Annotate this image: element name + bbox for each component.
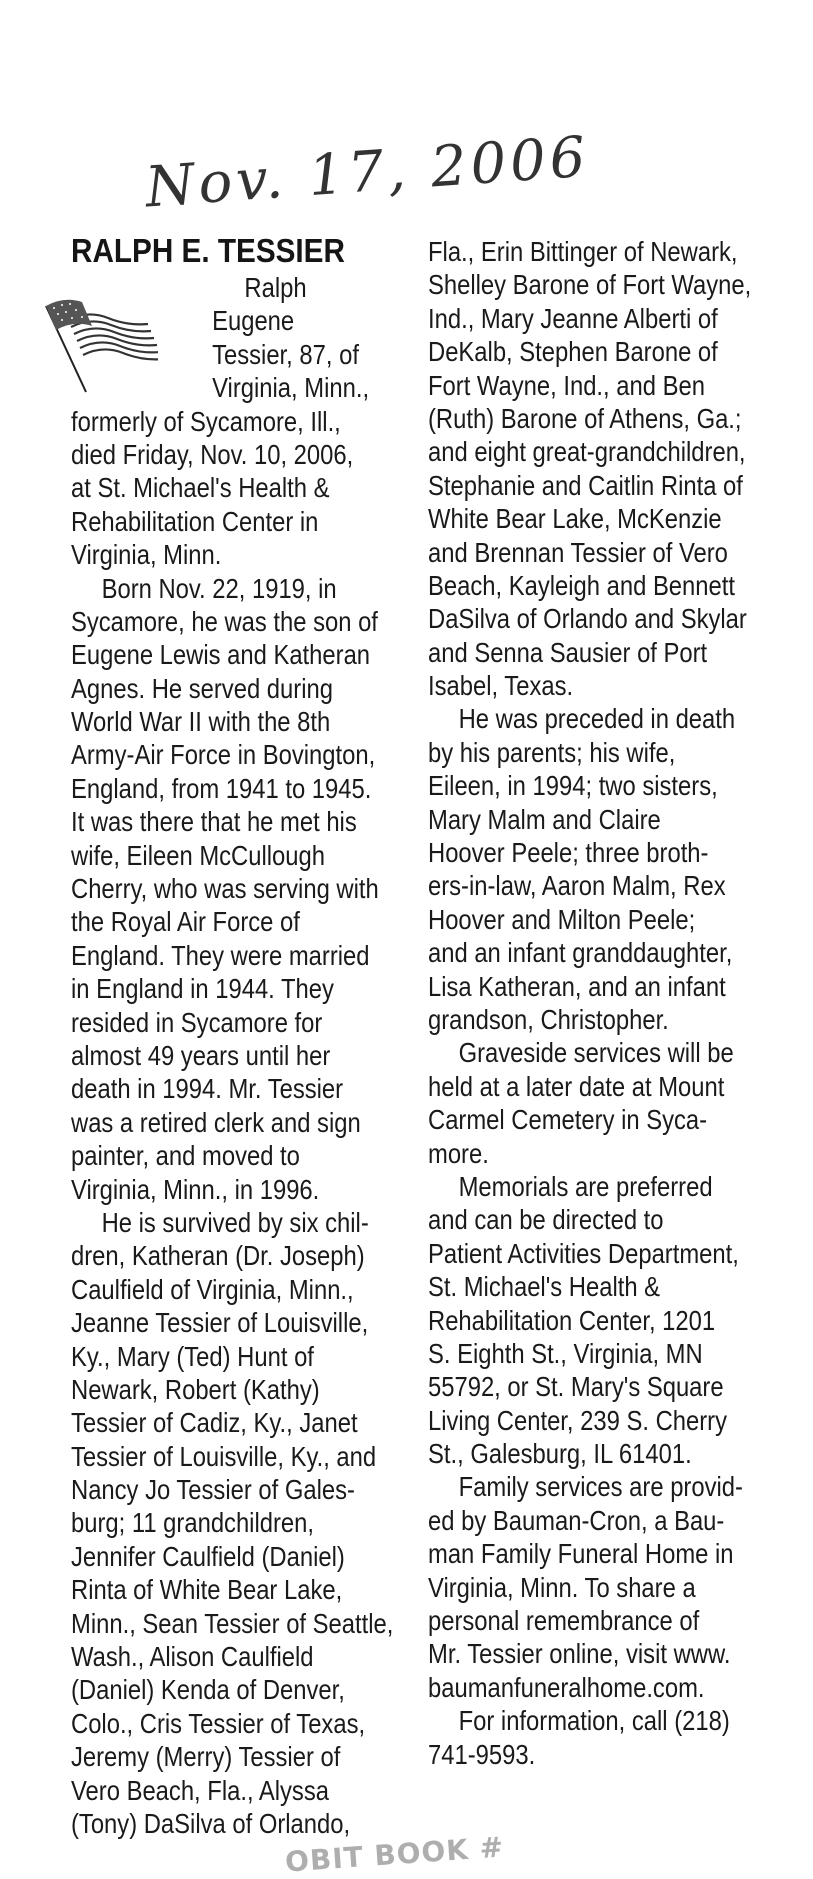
text-line: England, from 1941 to 1945. (71, 772, 372, 804)
paragraph (428, 1470, 808, 1704)
text-line: Rehabilitation Center, 1201 (428, 1304, 716, 1336)
text-line: held at a later date at Mount (428, 1070, 725, 1102)
text-line: Nancy Jo Tessier of Gales- (71, 1474, 355, 1506)
text-line: Jeanne Tessier of Louisville, (71, 1307, 369, 1339)
paragraph (428, 1036, 808, 1170)
text-line: and eight great-grandchildren, (428, 436, 746, 468)
text-line: wife, Eileen McCullough (71, 839, 325, 871)
text-line: DaSilva of Orlando and Skylar (428, 603, 747, 635)
paragraph (428, 235, 808, 702)
paragraph (71, 271, 450, 572)
text-line: White Bear Lake, McKenzie (428, 503, 722, 535)
text-line: Cherry, who was serving with (71, 873, 379, 905)
text-line: baumanfuneralhome.com. (428, 1671, 705, 1703)
text-line: Caulfield of Virginia, Minn., (71, 1273, 354, 1305)
text-line: Tessier of Louisville, Ky., and (71, 1440, 377, 1472)
text-line: resided in Sycamore for (71, 1006, 323, 1038)
text-line: Tessier, 87, of (212, 338, 359, 370)
obit-book-stamp: OBIT BOOK # (284, 1830, 506, 1879)
text-line: For information, call (218) (458, 1705, 730, 1737)
text-line: (Tony) DaSilva of Orlando, (71, 1807, 351, 1839)
text-line: S. Eighth St., Virginia, MN (428, 1337, 703, 1369)
text-line: man Family Funeral Home in (428, 1538, 734, 1570)
text-line: England. They were married (71, 939, 370, 971)
text-line: Family services are provid- (458, 1471, 743, 1503)
text-line: It was there that he met his (71, 806, 357, 838)
text-line: Shelley Barone of Fort Wayne, (428, 269, 752, 301)
text-line: Rinta of White Bear Lake, (71, 1574, 343, 1606)
text-line: Sycamore, he was the son of (71, 605, 378, 637)
text-line: 741-9593. (428, 1738, 536, 1770)
text-line: Minn., Sean Tessier of Seattle, (71, 1607, 394, 1639)
text-line: Virginia, Minn. To share a (428, 1571, 696, 1603)
left-column (71, 271, 450, 1840)
text-line: formerly of Sycamore, Ill., (71, 405, 341, 437)
text-line: at St. Michael's Health & (71, 472, 330, 504)
text-line: (Ruth) Barone of Athens, Ga.; (428, 402, 742, 434)
handwritten-date: Nov. 17, 2006 (143, 124, 592, 221)
text-line: Isabel, Texas. (428, 670, 574, 702)
text-line: Tessier of Cadiz, Ky., Janet (71, 1407, 358, 1439)
text-line: Virginia, Minn. (71, 539, 222, 571)
text-line: Fort Wayne, Ind., and Ben (428, 369, 705, 401)
text-line: Patient Activities Department, (428, 1237, 739, 1269)
text-line: more. (428, 1137, 489, 1169)
text-line: Jennifer Caulfield (Daniel) (71, 1540, 345, 1572)
text-line: the Royal Air Force of (71, 906, 300, 938)
text-line: Hoover and Milton Peele; (428, 903, 696, 935)
text-line: Memorials are preferred (458, 1170, 713, 1202)
text-line: Wash., Alison Caulfield (71, 1641, 314, 1673)
text-line: Mr. Tessier online, visit www. (428, 1638, 731, 1670)
text-line: painter, and moved to (71, 1140, 300, 1172)
text-line: dren, Katheran (Dr. Joseph) (71, 1240, 365, 1272)
text-line: personal remembrance of (428, 1605, 700, 1637)
text-line: died Friday, Nov. 10, 2006, (71, 438, 354, 470)
right-column (428, 235, 808, 1771)
text-line: Stephanie and Caitlin Rinta of (428, 469, 743, 501)
text-line: Ralph (244, 272, 307, 303)
text-line: (Daniel) Kenda of Denver, (71, 1674, 345, 1706)
paragraph (428, 1704, 808, 1771)
text-line: and Brennan Tessier of Vero (428, 536, 728, 568)
text-line: 55792, or St. Mary's Square (428, 1371, 724, 1403)
text-line: in England in 1944. They (71, 973, 334, 1005)
text-line: Agnes. He served during (71, 672, 333, 704)
text-line: grandson, Christopher. (428, 1003, 669, 1035)
text-line: and an infant granddaughter, (428, 937, 733, 969)
paragraph (428, 702, 808, 1036)
text-line: Eugene Lewis and Katheran (71, 639, 371, 671)
text-line: He is survived by six chil- (101, 1206, 369, 1238)
text-line: and Senna Sausier of Port (428, 636, 708, 668)
text-line: Ind., Mary Jeanne Alberti of (428, 302, 718, 334)
text-line: Jeremy (Merry) Tessier of (71, 1741, 341, 1773)
text-line: Eugene (212, 305, 295, 337)
text-line: Hoover Peele; three broth- (428, 837, 709, 869)
text-line: Rehabilitation Center in (71, 505, 319, 537)
text-line: He was preceded in death (458, 703, 736, 735)
text-line: Eileen, in 1994; two sisters, (428, 770, 718, 802)
text-line: Fla., Erin Bittinger of Newark, (428, 236, 738, 267)
text-line: ed by Bauman-Cron, a Bau- (428, 1504, 725, 1536)
text-line: Carmel Cemetery in Syca- (428, 1104, 708, 1136)
text-line: Colo., Cris Tessier of Texas, (71, 1707, 366, 1739)
text-line: St. Michael's Health & (428, 1271, 661, 1303)
text-line: Born Nov. 22, 1919, in (101, 572, 337, 604)
text-line: DeKalb, Stephen Barone of (428, 336, 718, 368)
text-line: burg; 11 grandchildren, (71, 1507, 315, 1539)
text-line: almost 49 years until her (71, 1039, 331, 1071)
text-line: Vero Beach, Fla., Alyssa (71, 1774, 329, 1806)
paragraph (428, 1170, 808, 1471)
text-line: Virginia, Minn., (212, 372, 370, 404)
text-line: World War II with the 8th (71, 706, 331, 738)
text-line: Army-Air Force in Bovington, (71, 739, 376, 771)
text-line: Virginia, Minn., in 1996. (71, 1173, 320, 1205)
text-line: St., Galesburg, IL 61401. (428, 1438, 692, 1470)
text-line: was a retired clerk and sign (71, 1106, 361, 1138)
paragraph (71, 1206, 450, 1840)
text-line: ers-in-law, Aaron Malm, Rex (428, 870, 726, 902)
text-line: Lisa Katheran, and an infant (428, 970, 726, 1002)
text-line: Living Center, 239 S. Cherry (428, 1404, 727, 1436)
paragraph (71, 572, 450, 1206)
text-line: death in 1994. Mr. Tessier (71, 1073, 344, 1105)
text-line: Ky., Mary (Ted) Hunt of (71, 1340, 314, 1372)
text-line: Beach, Kayleigh and Bennett (428, 569, 735, 601)
obituary-title: RALPH E. TESSIER (71, 232, 345, 269)
text-line: Graveside services will be (458, 1037, 734, 1069)
text-line: Newark, Robert (Kathy) (71, 1373, 320, 1405)
text-line: by his parents; his wife, (428, 736, 676, 768)
text-line: and can be directed to (428, 1204, 664, 1236)
text-line: Mary Malm and Claire (428, 803, 661, 835)
